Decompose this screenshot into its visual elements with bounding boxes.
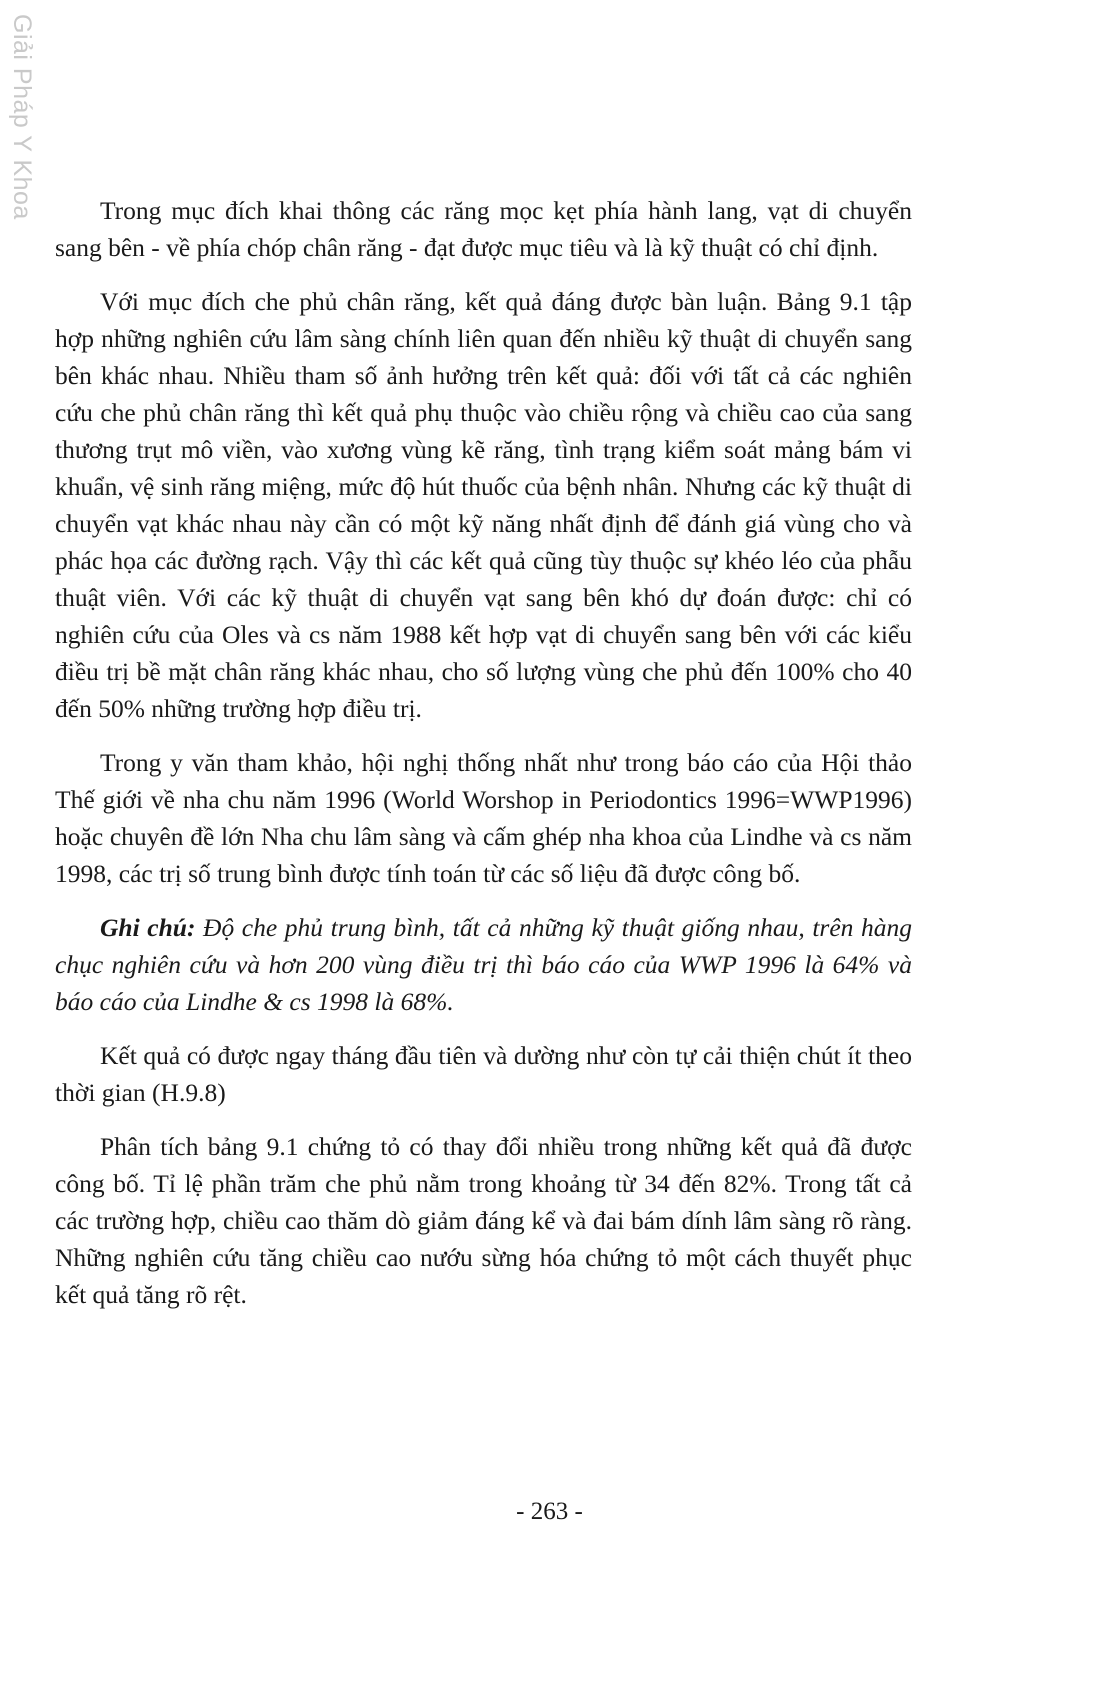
note-label: Ghi chú: [100, 913, 196, 942]
paragraph-table-analysis: Phân tích bảng 9.1 chứng tỏ có thay đổi nhiều trong những kết quả đã được công bố. Tỉ lệ phần trăm che phủ nằm trong khoảng từ 34 đến 82%. Trong tất cả các trường hợp, chiều cao thăm dò giảm đáng kể và đai bám dính lâm sàng rõ ràng. Những nghiên cứu tăng chiều cao nướu sừng hóa chứng tỏ một cách thuyết phục kết quả tăng rõ rệt. [55, 1132, 912, 1309]
note-paragraph [55, 909, 912, 1020]
paragraph-impacted-teeth: Trong mục đích khai thông các răng mọc kẹt phía hành lang, vạt di chuyển sang bên - về phía chóp chân răng - đạt được mục tiêu và là kỹ thuật có chỉ định. [55, 196, 912, 262]
paragraph-literature-reference: Trong y văn tham khảo, hội nghị thống nhất như trong báo cáo của Hội thảo Thế giới về nha chu năm 1996 (World Worshop in Periodontics 1996=WWP1996) hoặc chuyên đề lớn Nha chu lâm sàng và cấm ghép nha khoa của Lindhe và cs năm 1998, các trị số trung bình được tính toán từ các số liệu đã được công bố. [55, 748, 912, 888]
note-text: Độ che phủ trung bình, tất cả những kỹ thuật giống nhau, trên hàng chục nghiên cứu và hơn 200 vùng điều trị thì báo cáo của WWP 1996 là 64% và báo cáo của Lindhe & cs 1998 là 68%. [55, 913, 912, 1016]
watermark-text: Giải Pháp Y Khoa [8, 14, 36, 220]
page-number: - 263 - [516, 1498, 583, 1525]
paragraph-early-results: Kết quả có được ngay tháng đầu tiên và dường như còn tự cải thiện chút ít theo thời gian (H.9.8) [55, 1041, 912, 1107]
paragraph-root-coverage: Với mục đích che phủ chân răng, kết quả đáng được bàn luận. Bảng 9.1 tập hợp những nghiên cứu lâm sàng chính liên quan đến nhiều kỹ thuật di chuyển sang bên khác nhau. Nhiều tham số ảnh hưởng trên kết quả: đối với tất cả các nghiên cứu che phủ chân răng thì kết quả phụ thuộc vào chiều rộng và chiều cao của sang thương trụt mô viền, vào xương vùng kẽ răng, tình trạng kiểm soát mảng bám vi khuẩn, vệ sinh răng miệng, mức độ hút thuốc của bệnh nhân. Nhưng các kỹ thuật di chuyển vạt khác nhau này cần có một kỹ năng nhất định để đánh giá vùng cho và phác họa các đường rạch. Vậy thì các kết quả cũng tùy thuộc sự khéo léo của phẫu thuật viên. Với các kỹ thuật di chuyển vạt sang bên khó dự đoán được: chỉ có nghiên cứu của Oles và cs năm 1988 kết hợp vạt di chuyển sang bên với các kiểu điều trị bề mặt chân răng khác nhau, cho số lượng vùng che phủ đến 100% cho 40 đến 50% những trường hợp điều trị. [55, 287, 912, 723]
page-body [55, 192, 912, 1330]
